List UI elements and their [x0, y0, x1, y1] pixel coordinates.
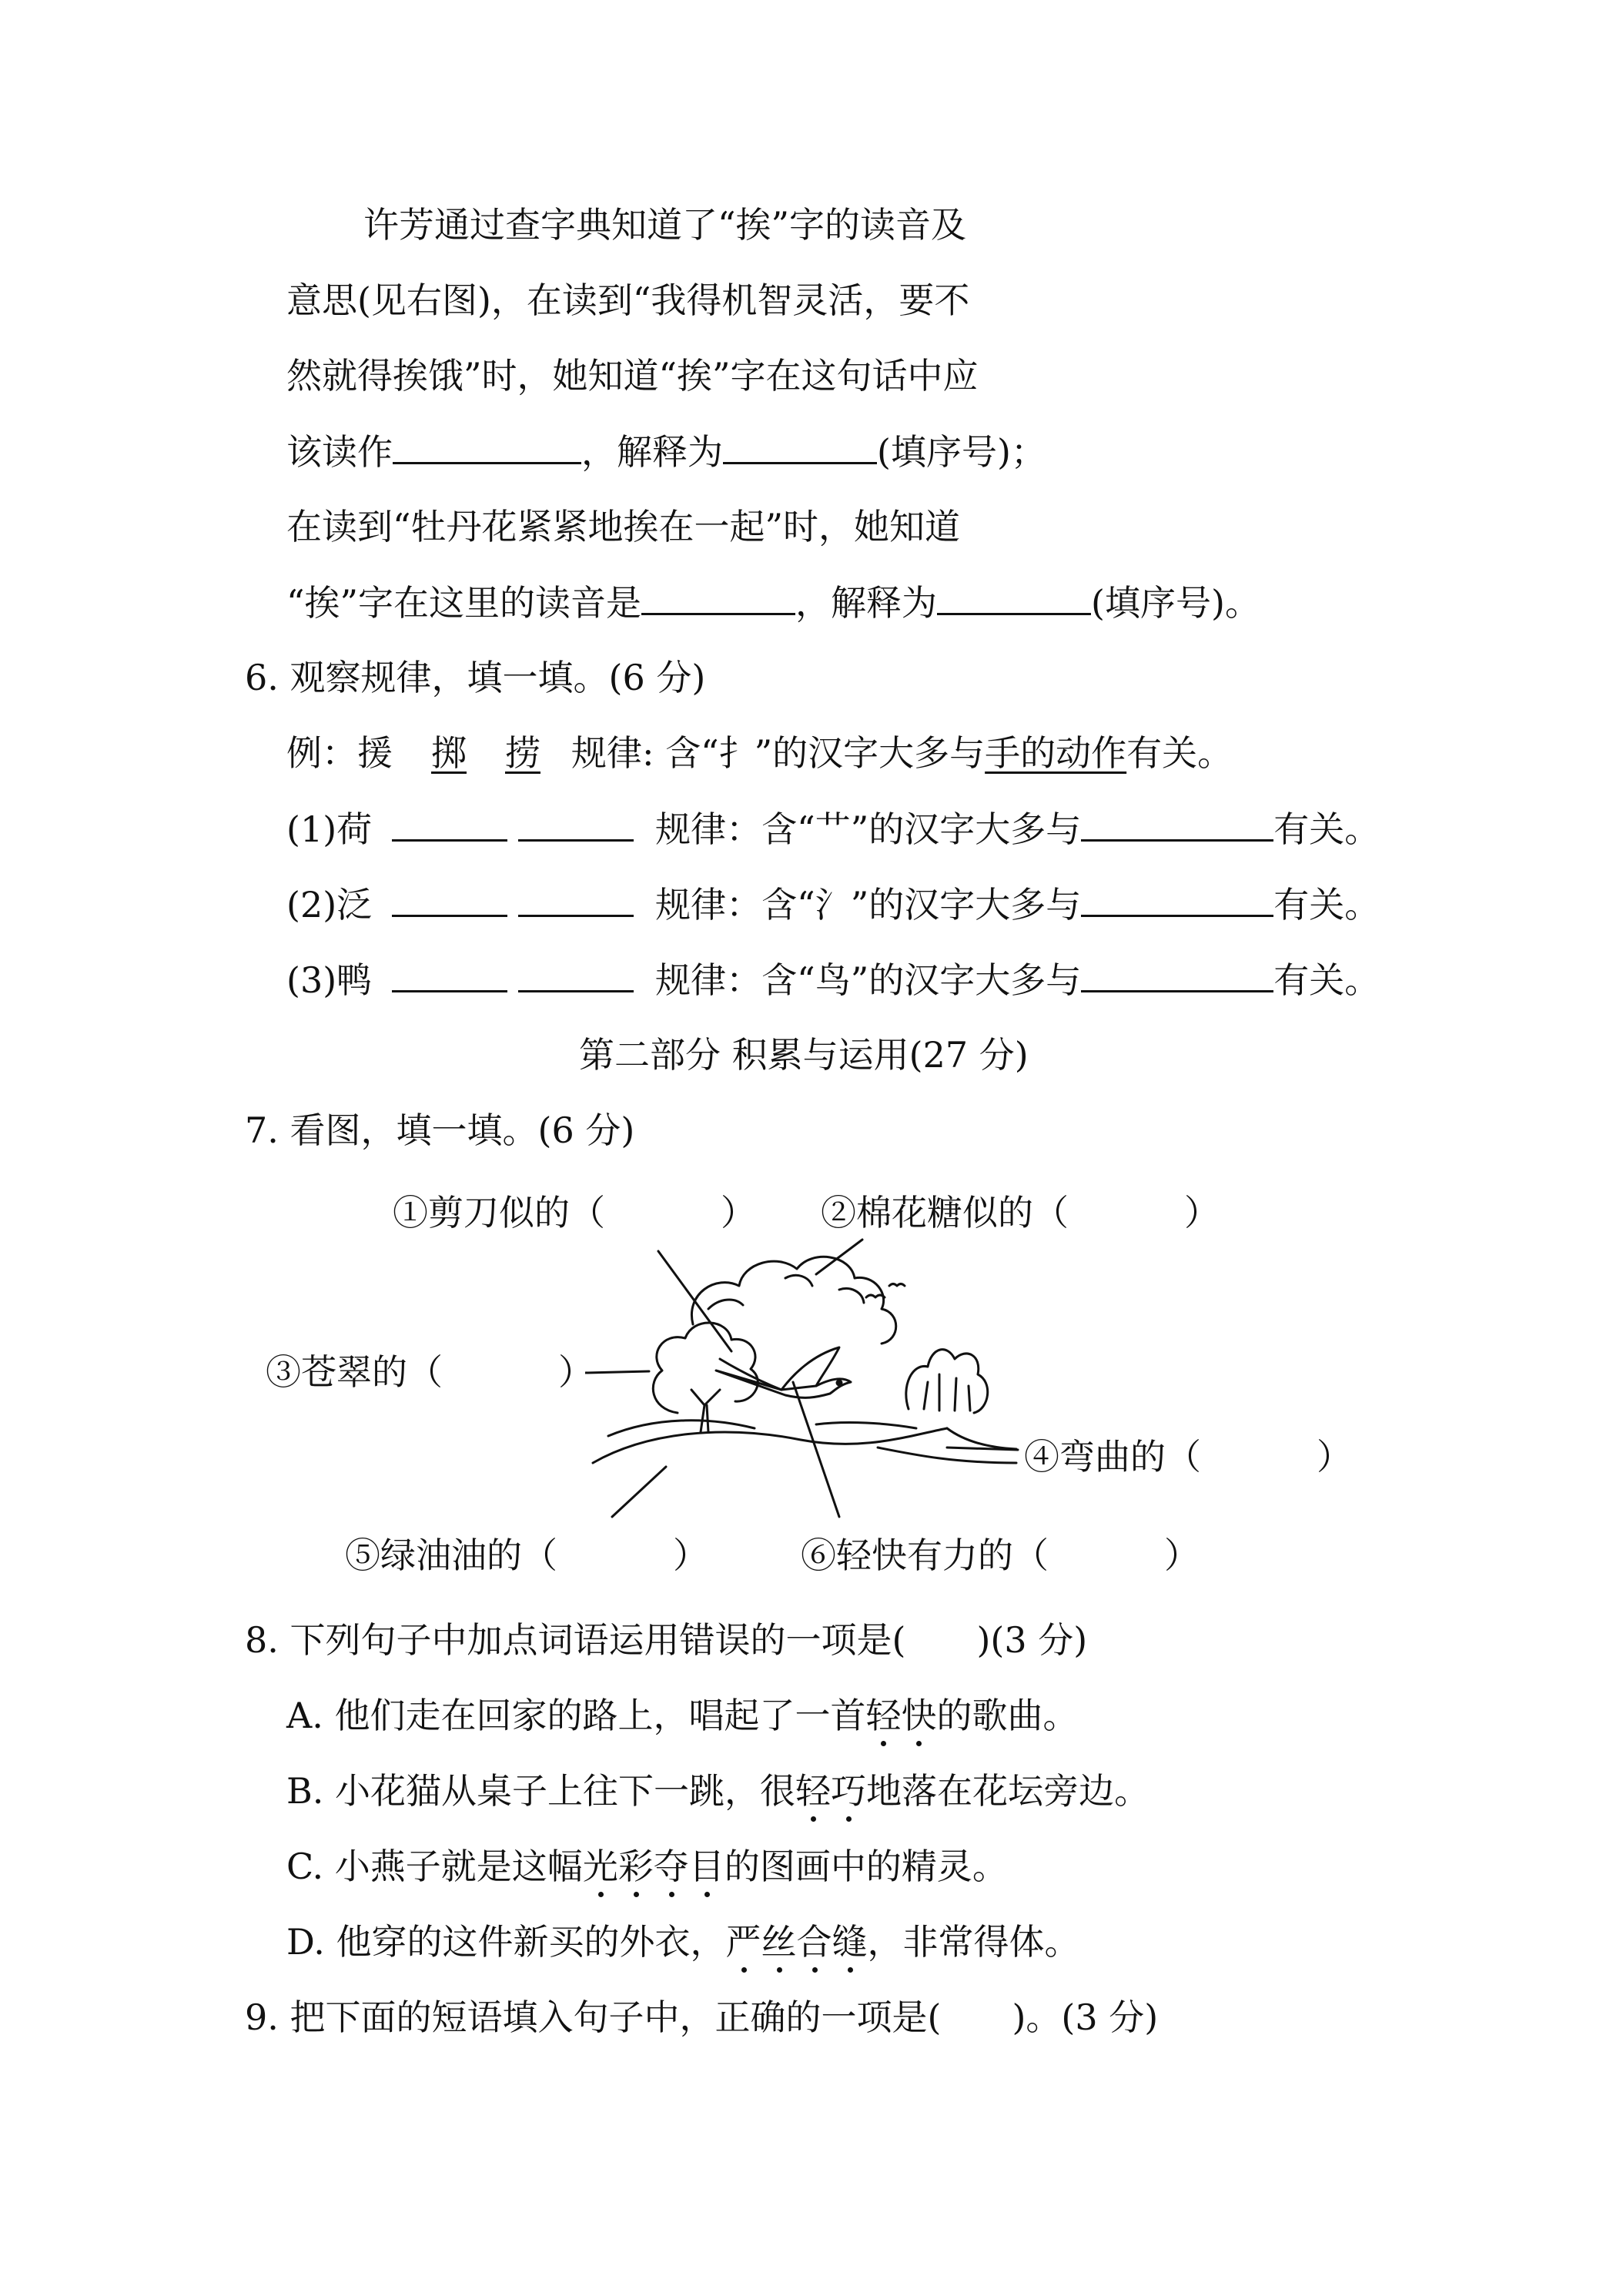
q5-line-4-text-c: (填序号)；	[877, 431, 1046, 473]
q5-line-4-text-b: ，解释为	[581, 431, 723, 473]
label-4: ④弯曲的（ ）	[1024, 1436, 1352, 1478]
row-char: (2)泛	[286, 884, 373, 925]
row-char: (3)鸭	[286, 959, 373, 1001]
q6-row-2	[286, 881, 1380, 928]
rule-blank[interactable]	[1081, 881, 1273, 917]
row-rule: 规律：含“氵”的汉字大多与	[655, 884, 1082, 925]
swallow-landscape-illustration	[585, 1232, 1032, 1525]
rule-blank[interactable]	[1081, 805, 1273, 842]
q5-line-4-text-a: 该读作	[286, 431, 393, 473]
row-rule: 规律：含“艹”的汉字大多与	[655, 808, 1082, 850]
char-blank[interactable]	[392, 956, 507, 992]
row-end: 有关。	[1273, 959, 1380, 1001]
label-2: ②棉花糖似的（ ）	[821, 1192, 1220, 1233]
meaning-blank-2[interactable]	[937, 579, 1091, 615]
dotted-char: 目	[689, 1843, 724, 1889]
q8-option-a[interactable]: A. 他们走在回家的路上，唱起了一首轻快的歌曲。	[286, 1692, 1078, 1739]
dotted-char: 缝	[832, 1919, 868, 1965]
pronunciation-blank-1[interactable]	[393, 428, 581, 464]
q8-option-d[interactable]: D. 他穿的这件新买的外衣，严丝合缝，非常得体。	[286, 1919, 1080, 1965]
dotted-char: 合	[797, 1919, 832, 1965]
q5-line-6-text-b: ，解释为	[795, 582, 938, 624]
q5-line-6	[286, 579, 1260, 626]
row-end: 有关。	[1273, 884, 1380, 925]
q5-line-3: 然就得挨饿”时，她知道“挨”字在这句话中应	[286, 355, 979, 397]
dotted-char: 丝	[761, 1919, 797, 1965]
row-rule: 规律：含“鸟”的汉字大多与	[655, 959, 1082, 1001]
example-word-1: 掷	[431, 732, 467, 774]
dotted-char: 轻	[865, 1692, 901, 1739]
dotted-char: 光	[583, 1843, 618, 1889]
q6-example	[286, 730, 1233, 776]
dotted-char: 巧	[831, 1768, 866, 1814]
rule-blank[interactable]	[1081, 956, 1273, 992]
dotted-char: 严	[726, 1919, 761, 1965]
pronunciation-blank-2[interactable]	[641, 579, 795, 615]
q6-title: 6. 观察规律，填一填。(6 分)	[245, 657, 706, 698]
dotted-char: 轻	[795, 1768, 831, 1814]
row-char: (1)荷	[286, 808, 373, 850]
q5-line-4	[286, 428, 1046, 475]
char-blank[interactable]	[518, 805, 634, 842]
meaning-blank-1[interactable]	[723, 428, 877, 464]
q5-line-1: 许芳通过查字典知道了“挨”字的读音及	[363, 204, 967, 246]
char-blank[interactable]	[392, 881, 507, 917]
q8-option-b[interactable]: B. 小花猫从桌子上往下一跳，很轻巧地落在花坛旁边。	[286, 1768, 1149, 1814]
example-rule-text: 规律: 含“扌”的汉字大多与	[571, 732, 986, 774]
label-6: ⑥轻快有力的（ ）	[801, 1535, 1200, 1576]
label-1: ①剪刀似的（ ）	[393, 1192, 756, 1233]
label-5: ⑤绿油油的（ ）	[345, 1535, 708, 1576]
q8-title: 8. 下列句子中加点词语运用错误的一项是( )(3 分)	[245, 1619, 1088, 1661]
char-blank[interactable]	[518, 881, 634, 917]
char-blank[interactable]	[518, 956, 634, 992]
q9-title: 9. 把下面的短语填入句子中，正确的一项是( )。(3 分)	[245, 1996, 1159, 2038]
q8-option-c[interactable]: C. 小燕子就是这幅光彩夺目的图画中的精灵。	[286, 1843, 1008, 1889]
example-rule-answer: 手的动作	[985, 732, 1127, 774]
char-blank[interactable]	[392, 805, 507, 842]
q6-row-1	[286, 805, 1380, 852]
example-rule-end: 有关。	[1126, 732, 1233, 774]
section-heading: 第二部分 积累与运用(27 分)	[579, 1034, 1029, 1076]
q5-line-6-text-c: (填序号)。	[1091, 582, 1260, 624]
dotted-char: 夺	[654, 1843, 689, 1889]
q7-title: 7. 看图，填一填。(6 分)	[245, 1110, 635, 1151]
q5-line-2: 意思(见右图)，在读到“我得机智灵活，要不	[286, 279, 970, 321]
q6-row-3	[286, 956, 1380, 1003]
dotted-char: 快	[901, 1692, 936, 1739]
dotted-char: 彩	[618, 1843, 654, 1889]
example-prefix: 例：援	[286, 732, 393, 774]
label-3: ③苍翠的（ ）	[266, 1351, 594, 1393]
example-word-2: 捞	[505, 732, 540, 774]
row-end: 有关。	[1273, 808, 1380, 850]
q5-line-6-text-a: “挨”字在这里的读音是	[286, 582, 642, 624]
q5-line-5: 在读到“牡丹花紧紧地挨在一起”时，她知道	[286, 506, 961, 547]
